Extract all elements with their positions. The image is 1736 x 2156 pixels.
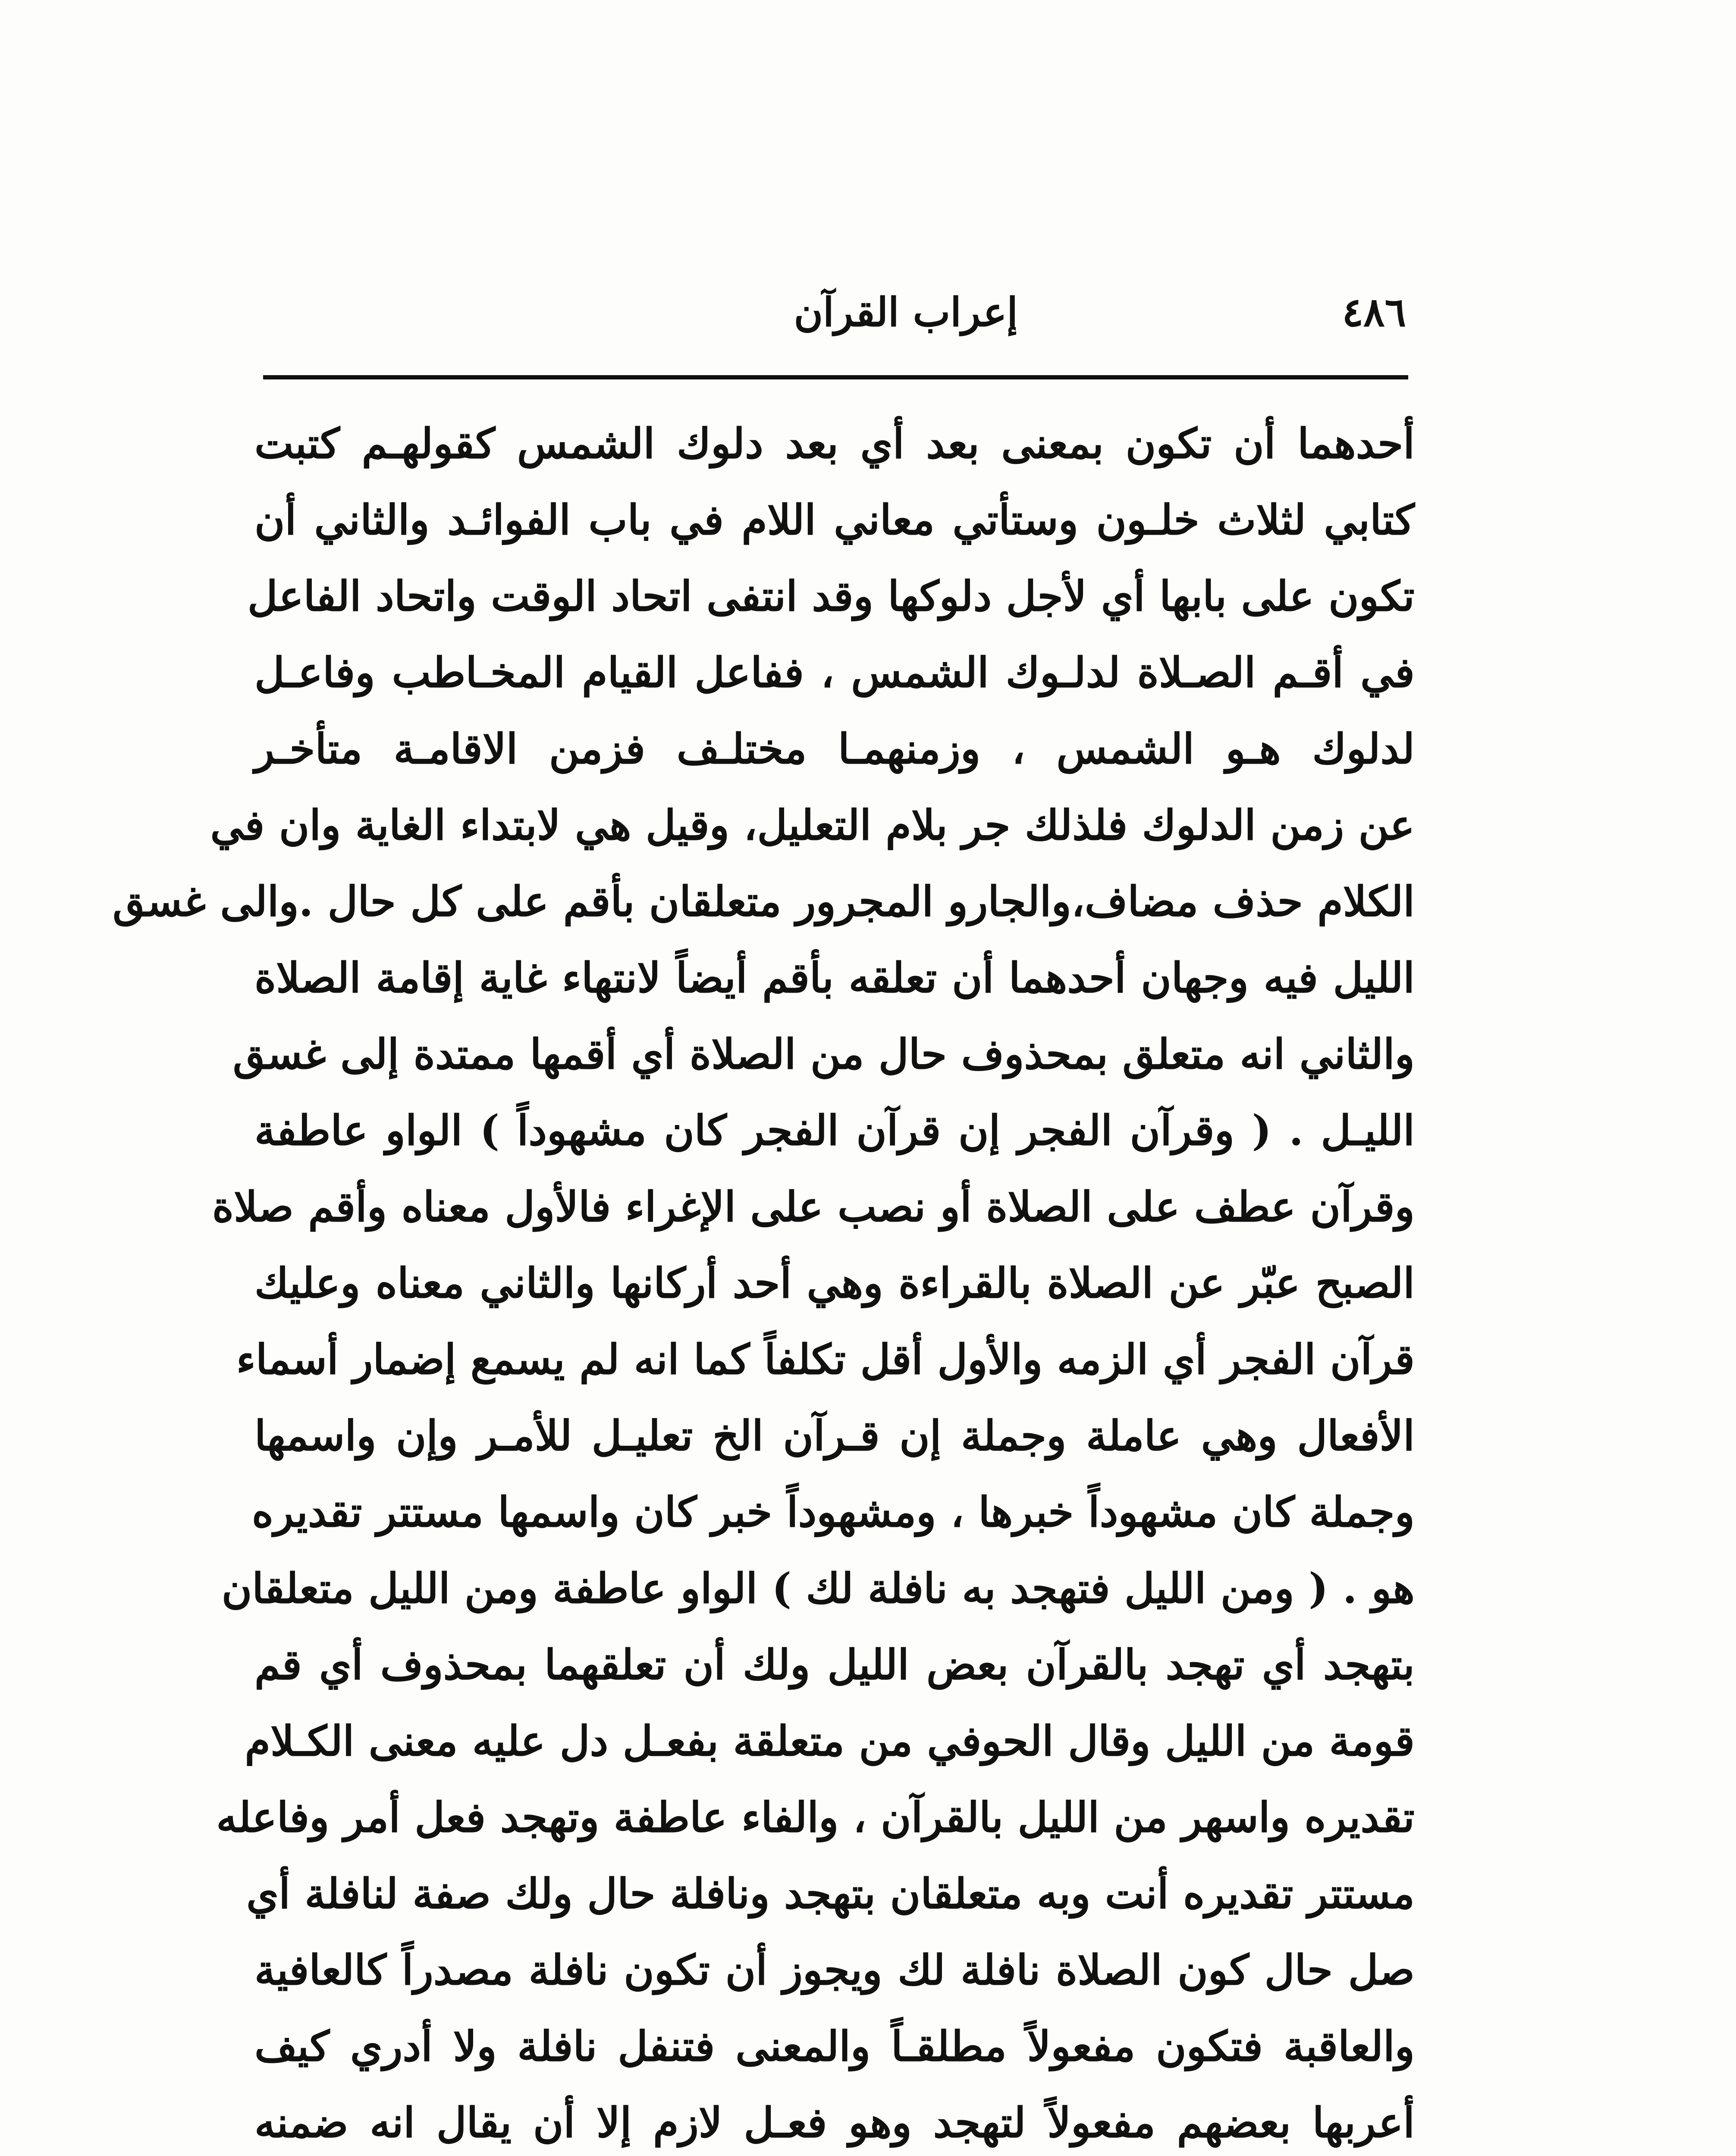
page-header bbox=[263, 285, 1406, 371]
text-line: صل حال كون الصلاة نافلة لك ويجوز أن تكون نافلة مصدراً كالعافية bbox=[254, 1946, 1415, 1994]
text-line: عن زمن الدلوك فلذلك جر بلام التعليل، وقيل هي لابتداء الغاية وان في bbox=[210, 801, 1415, 849]
header-divider bbox=[263, 375, 1408, 379]
text-line: أعربها بعضهم مفعولاً لتهجد وهو فعـل لازم إلا أن يقال انه ضمنه bbox=[254, 2098, 1415, 2147]
text-line: وقرآن عطف على الصلاة أو نصب على الإغراء فالأول معناه وأقم صلاة bbox=[212, 1182, 1415, 1231]
text-line: أحدهما أن تكون بمعنى بعد أي بعد دلوك الشمس كقولهـم كتبت bbox=[254, 419, 1415, 468]
text-line: الكلام حذف مضاف،والجارو المجرور متعلقان بأقم على كل حال .والى غسق bbox=[113, 877, 1415, 926]
text-line: تكون على بابها أي لأجل دلوكها وقد انتفى اتحاد الوقت واتحاد الفاعل bbox=[247, 572, 1415, 620]
page-number: ٤٨٦ bbox=[1342, 289, 1406, 335]
text-line: في أقـم الصـلاة لدلـوك الشمس ، ففاعل القيام المخـاطب وفاعـل bbox=[254, 648, 1415, 697]
running-title: إعراب القرآن bbox=[794, 289, 1018, 335]
text-line: مستتر تقديره أنت وبه متعلقان بتهجد ونافلة حال ولك صفة لنافلة أي bbox=[246, 1869, 1415, 1918]
body-text bbox=[113, 405, 1415, 2156]
text-line: وجملة كان مشهوداً خبرها ، ومشهوداً خبر كان واسمها مستتر تقديره bbox=[251, 1488, 1415, 1536]
text-line: هو . ( ومن الليل فتهجد به نافلة لك ) الواو عاطفة ومن الليل متعلقان bbox=[221, 1564, 1415, 1613]
text-line: الأفعال وهي عاملة وجملة إن قـرآن الخ تعليـل للأمـر وإن واسمها bbox=[254, 1411, 1415, 1460]
text-line: قومة من الليل وقال الحوفي من متعلقة بفعـل دل عليه معنى الكـلام bbox=[245, 1717, 1415, 1765]
text-line: الصبح عبّر عن الصلاة بالقراءة وهي أحد أركانها والثاني معناه وعليك bbox=[254, 1259, 1415, 1307]
text-line: والعاقبة فتكون مفعولاً مطلقـاً والمعنى فتنفل نافلة ولا أدري كيف bbox=[254, 2022, 1415, 2071]
text-line: بتهجد أي تهجد بالقرآن بعض الليل ولك أن تعلقهما بمحذوف أي قم bbox=[254, 1640, 1415, 1689]
text-line: لدلوك هـو الشمس ، وزمنهمـا مختلـف فزمن الاقامـة متأخـر bbox=[254, 724, 1415, 773]
text-line: والثاني انه متعلق بمحذوف حال من الصلاة أي أقمها ممتدة إلى غسق bbox=[232, 1030, 1415, 1078]
text-line: الليل فيه وجهان أحدهما أن تعلقه بأقم أيضاً لانتهاء غاية إقامة الصلاة bbox=[254, 953, 1415, 1002]
text-line: قرآن الفجر أي الزمه والأول أقل تكلفاً كما انه لم يسمع إضمار أسماء bbox=[236, 1335, 1415, 1384]
text-line: تقديره واسهر من الليل بالقرآن ، والفاء عاطفة وتهجد فعل أمر وفاعله bbox=[216, 1793, 1415, 1842]
text-line: كتابي لثلاث خلـون وستأتي معاني اللام في باب الفوائـد والثاني أن bbox=[254, 495, 1415, 544]
text-line: الليـل . ( وقرآن الفجر إن قرآن الفجر كان مشهوداً ) الواو عاطفة bbox=[254, 1106, 1415, 1155]
